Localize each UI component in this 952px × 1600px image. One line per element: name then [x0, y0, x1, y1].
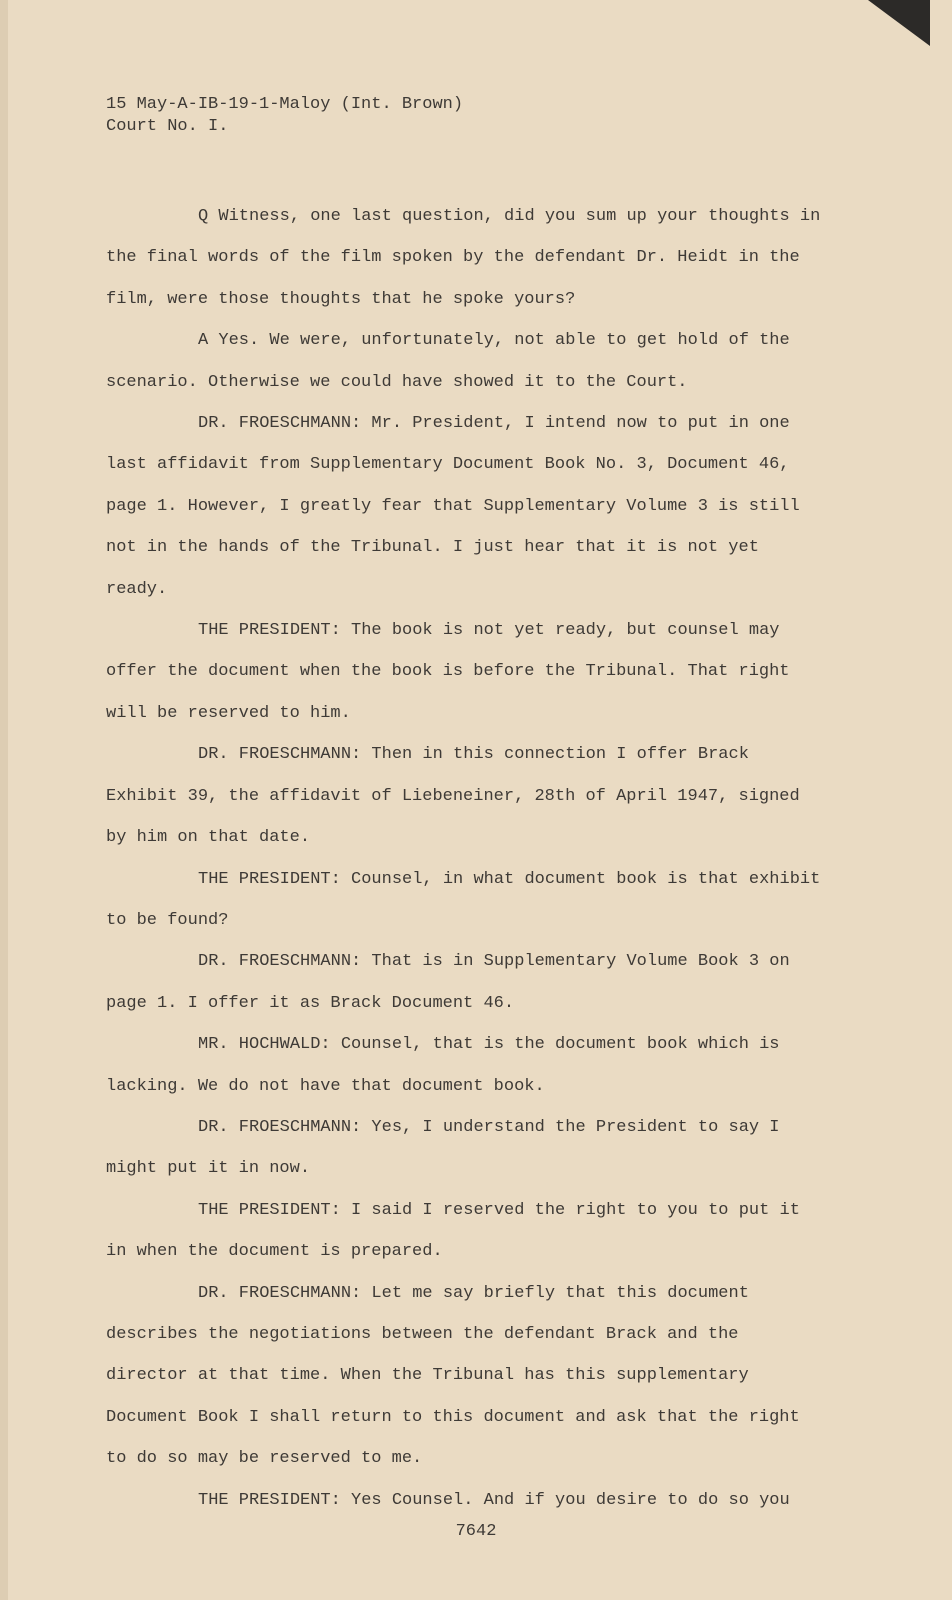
page-header	[106, 94, 463, 138]
page-number: 7642	[455, 1522, 497, 1541]
paragraph: DR. FROESCHMANN: Yes, I understand the President to say I might put it in now.	[106, 1117, 780, 1179]
paragraph: DR. FROESCHMANN: Then in this connection I offer Brack Exhibit 39, the affidavit of Liebeneiner, 28th of April 1947, signed by him on that date.	[106, 745, 800, 848]
paragraph: THE PRESIDENT: I said I reserved the right to you to put it in when the document is prepared.	[106, 1200, 800, 1262]
paragraph: DR. FROESCHMANN: Let me say briefly that this document describes the negotiations between the defendant Brack and the director at that time. When the Tribunal has this supplementary Document Book I shall return to this document and ask that the right to do so may be reserved to me.	[106, 1283, 800, 1469]
paragraph: DR. FROESCHMANN: Mr. President, I intend now to put in one last affidavit from Supplementary Document Book No. 3, Document 46, page 1. However, I greatly fear that Supplementary Volume 3 is still not in the hands of the Tribunal. I just hear that it is not yet ready.	[106, 414, 800, 599]
paragraph: MR. HOCHWALD: Counsel, that is the document book which is lacking. We do not have that document book.	[106, 1035, 780, 1096]
paragraph: THE PRESIDENT: Counsel, in what document book is that exhibit to be found?	[106, 869, 821, 930]
paper-edge	[0, 0, 8, 1600]
paragraph: THE PRESIDENT: The book is not yet ready, but counsel may offer the document when the book is before the Tribunal. That right will be reserved to him.	[106, 621, 790, 723]
paragraph: THE PRESIDENT: Yes Counsel. And if you desire to do so you	[198, 1490, 790, 1510]
header-reference: 15 May-A-IB-19-1-Maloy (Int. Brown)	[106, 95, 464, 114]
header-court: Court No. I.	[106, 117, 229, 136]
corner-tab-mark	[868, 0, 930, 46]
paragraph: A Yes. We were, unfortunately, not able to get hold of the scenario. Otherwise we could have showed it to the Court.	[106, 331, 790, 392]
transcript-body	[106, 196, 826, 1521]
paragraph: DR. FROESCHMANN: That is in Supplementary Volume Book 3 on page 1. I offer it as Brack Document 46.	[106, 952, 790, 1013]
paragraph: Q Witness, one last question, did you sum up your thoughts in the final words of the film spoken by the defendant Dr. Heidt in the film, were those thoughts that he spoke yours?	[106, 207, 821, 309]
